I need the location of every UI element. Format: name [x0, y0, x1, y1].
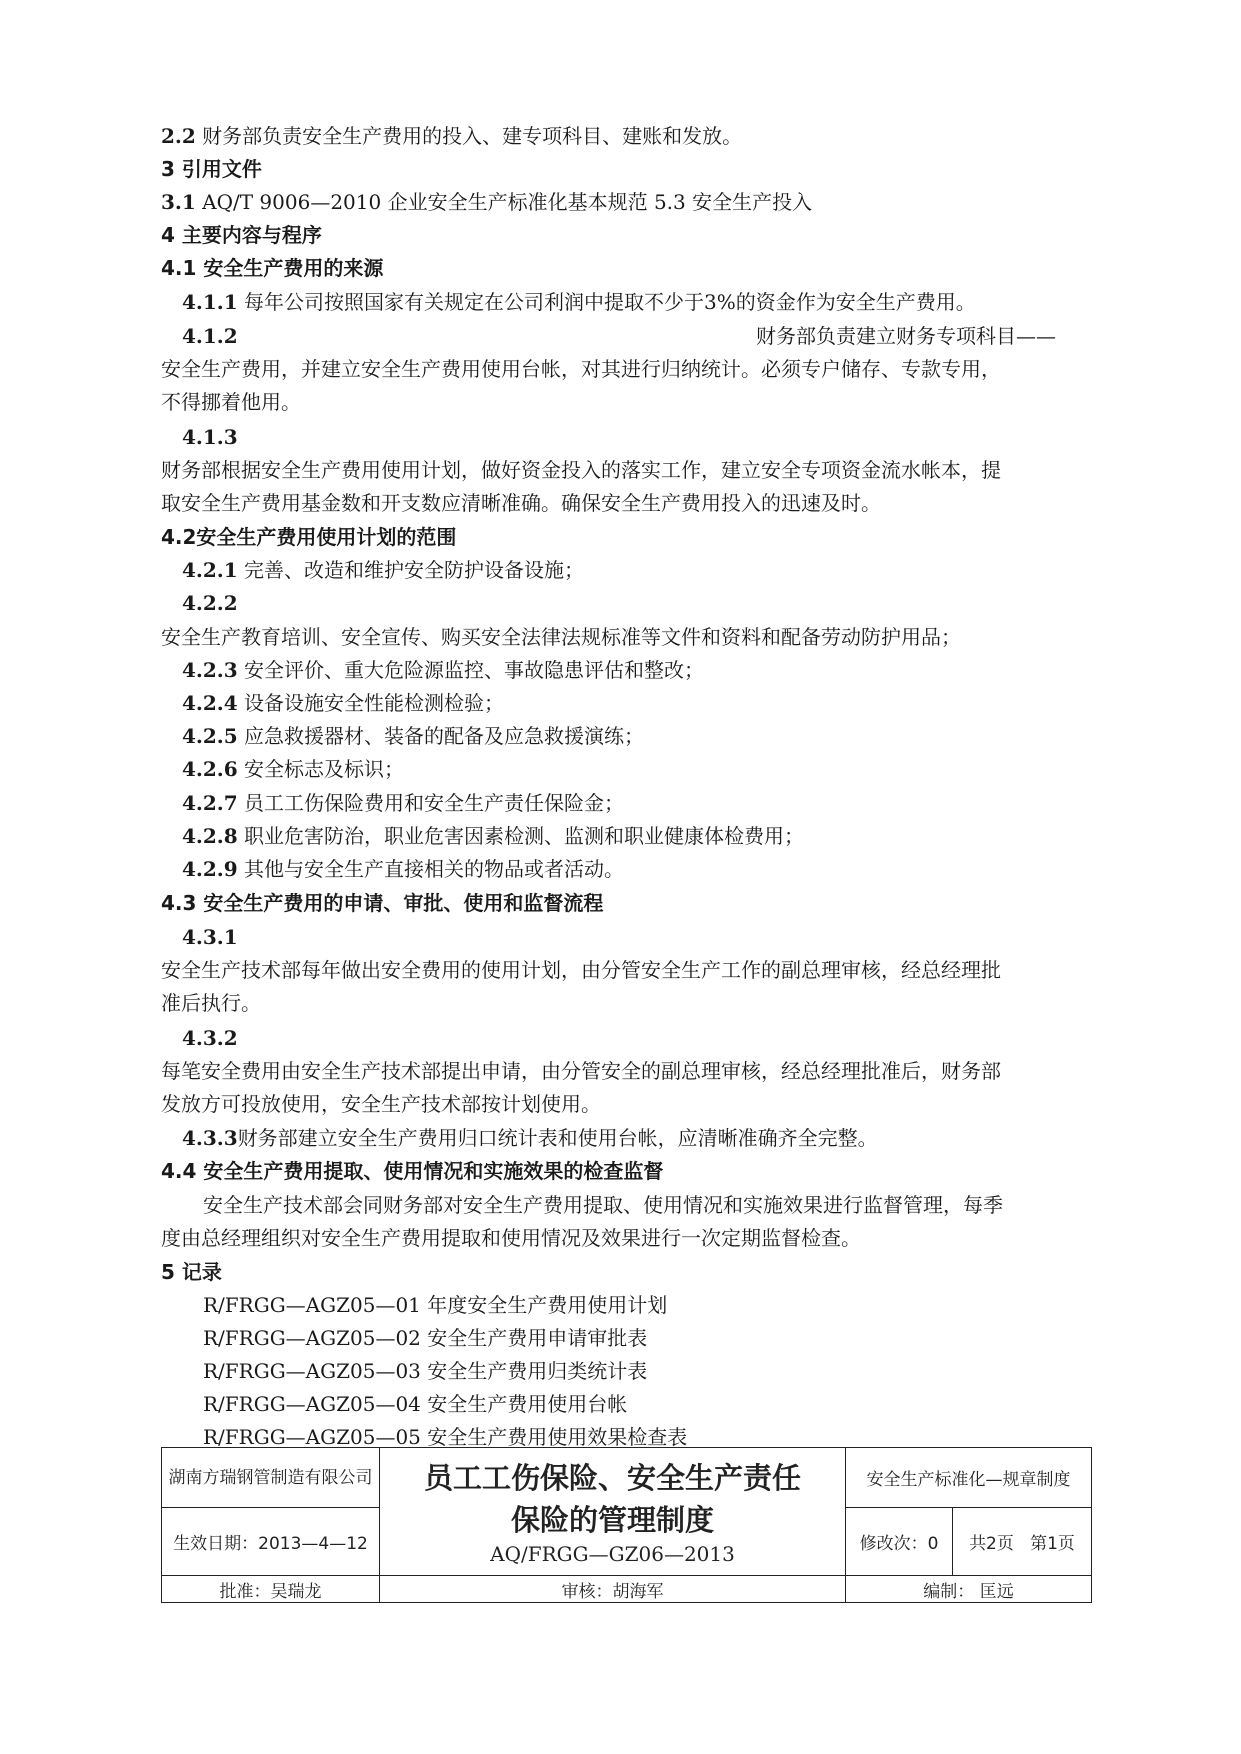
section-number: 2.2: [161, 124, 196, 148]
para-line: 准后执行。: [161, 991, 261, 1015]
document-title-cell: [380, 1448, 846, 1576]
document-title-line2: 保险的管理制度: [510, 1502, 714, 1537]
section-number: 4.2.3: [182, 658, 238, 682]
section-number: 4.1.1: [182, 290, 238, 314]
para-line: 财务部根据安全生产费用使用计划，做好资金投入的落实工作，建立安全专项资金流水帐本，提: [161, 458, 1001, 482]
prepared-by: 编制： 匡远: [846, 1576, 1092, 1603]
para-4-3-3: [182, 1126, 878, 1150]
para-4-2-7: [182, 791, 624, 815]
para-text: 财务部负责安全生产费用的投入、建专项科目、建账和发放。: [195, 124, 743, 148]
record-item: R/FRGG—AGZ05—03 安全生产费用归类统计表: [203, 1359, 648, 1383]
section-number: 4.2.8: [182, 824, 238, 848]
para-line: 每笔安全费用由安全生产技术部提出申请，由分管安全的副总理审核，经总经理批准后，财务部: [161, 1059, 1001, 1083]
para-line: 度由总经理组织对安全生产费用提取和使用情况及效果进行一次定期监督检查。: [161, 1226, 861, 1250]
heading-4-3: 4.3 安全生产费用的申请、审批、使用和监督流程: [161, 891, 604, 915]
heading-4: 4 主要内容与程序: [161, 223, 322, 247]
para-4-2-1: [182, 558, 584, 582]
heading-4-1: 4.1 安全生产费用的来源: [161, 256, 384, 280]
heading-4-2: 4.2安全生产费用使用计划的范围: [161, 525, 457, 549]
para-4-2-3: [182, 658, 704, 682]
para-text: 设备设施安全性能检测检验；: [237, 691, 505, 715]
section-number-4-3-1: 4.3.1: [182, 925, 238, 949]
para-text: 安全标志及标识；: [237, 757, 405, 781]
page-number: 第1页: [1030, 1534, 1075, 1554]
para-4-2-4: [182, 691, 504, 715]
section-number: 3.1: [161, 190, 196, 214]
document-title-line1: 员工工伤保险、安全生产责任: [423, 1460, 801, 1495]
record-item: R/FRGG—AGZ05—02 安全生产费用申请审批表: [203, 1326, 648, 1350]
para-2-2: [161, 124, 742, 148]
para-line: 取安全生产费用基金数和开支数应清晰准确。确保安全生产费用投入的迅速及时。: [161, 491, 881, 515]
para-4-2-8: [182, 824, 804, 848]
section-number: 4.2.7: [182, 791, 238, 815]
para-text: 完善、改造和维护安全防护设备设施；: [237, 558, 585, 582]
para-4-2-6: [182, 757, 404, 781]
record-item: R/FRGG—AGZ05—04 安全生产费用使用台帐: [203, 1392, 628, 1416]
record-item: R/FRGG—AGZ05—05 安全生产费用使用效果检查表: [203, 1425, 688, 1449]
para-line: 安全生产技术部会同财务部对安全生产费用提取、使用情况和实施效果进行监督管理，每季: [203, 1193, 1003, 1217]
para-text: 职业危害防治，职业危害因素检测、监测和职业健康体检费用；: [237, 824, 805, 848]
section-number-4-1-2: 4.1.2: [182, 324, 238, 348]
para-text: 员工工伤保险费用和安全生产责任保险金；: [237, 791, 625, 815]
company-name: 湖南方瑞钢管制造有限公司: [162, 1448, 380, 1508]
document-control-table: [161, 1447, 1092, 1603]
section-number: 4.2.9: [182, 857, 238, 881]
para-line: 安全生产费用，并建立安全生产费用使用台帐，对其进行归纳统计。必须专户储存、专款专用，: [161, 357, 1001, 381]
section-number-4-3-2: 4.3.2: [182, 1026, 238, 1050]
effective-date: 生效日期：2013—4—12: [162, 1508, 380, 1576]
page-info: [953, 1508, 1092, 1576]
section-number: 4.2.1: [182, 558, 238, 582]
section-number-4-2-2: 4.2.2: [182, 591, 238, 615]
heading-4-4: 4.4 安全生产费用提取、使用情况和实施效果的检查监督: [161, 1159, 664, 1183]
section-number: 4.2.6: [182, 757, 238, 781]
para-3-1: [161, 190, 812, 214]
section-number: 4.3.3: [182, 1126, 238, 1150]
para-text: 应急救援器材、装备的配备及应急救援演练；: [237, 724, 645, 748]
para-text: 安全评价、重大危险源监控、事故隐患评估和整改；: [237, 658, 705, 682]
heading-3: 3 引用文件: [161, 157, 262, 181]
para-text: 每年公司按照国家有关规定在公司利润中提取不少于3%的资金作为安全生产费用。: [237, 290, 976, 314]
para-line: 不得挪着他用。: [161, 390, 301, 414]
section-number-4-1-3: 4.1.3: [182, 425, 238, 449]
para-text: 其他与安全生产直接相关的物品或者活动。: [237, 857, 625, 881]
approved-by: 批准：吴瑞龙: [162, 1576, 380, 1603]
total-pages: 共2页: [969, 1534, 1014, 1554]
section-number: 4.2.5: [182, 724, 238, 748]
revision-count: 修改次：0: [846, 1508, 953, 1576]
para-line: 发放方可投放使用，安全生产技术部按计划使用。: [161, 1092, 601, 1116]
document-category: 安全生产标准化—规章制度: [846, 1448, 1092, 1508]
para-line: 安全生产技术部每年做出安全费用的使用计划，由分管安全生产工作的副总理审核，经总经理批: [161, 958, 1001, 982]
para-4-1-2-text: 财务部负责建立财务专项科目——: [756, 324, 1056, 348]
para-text: AQ/T 9006—2010 企业安全生产标准化基本规范 5.3 安全生产投入: [195, 190, 813, 214]
para-text: 财务部建立安全生产费用归口统计表和使用台帐，应清晰准确齐全完整。: [237, 1126, 878, 1150]
document-code: AQ/FRGG—GZ06—2013: [490, 1541, 735, 1566]
para-4-2-5: [182, 724, 644, 748]
section-number: 4.2.4: [182, 691, 238, 715]
para-line: 安全生产教育培训、安全宣传、购买安全法律法规标准等文件和资料和配备劳动防护用品；: [161, 625, 961, 649]
reviewed-by: 审核：胡海军: [380, 1576, 846, 1603]
para-4-2-9: [182, 857, 624, 881]
para-4-1-1: [182, 290, 976, 314]
heading-5: 5 记录: [161, 1260, 222, 1284]
record-item: R/FRGG—AGZ05—01 年度安全生产费用使用计划: [203, 1293, 668, 1317]
